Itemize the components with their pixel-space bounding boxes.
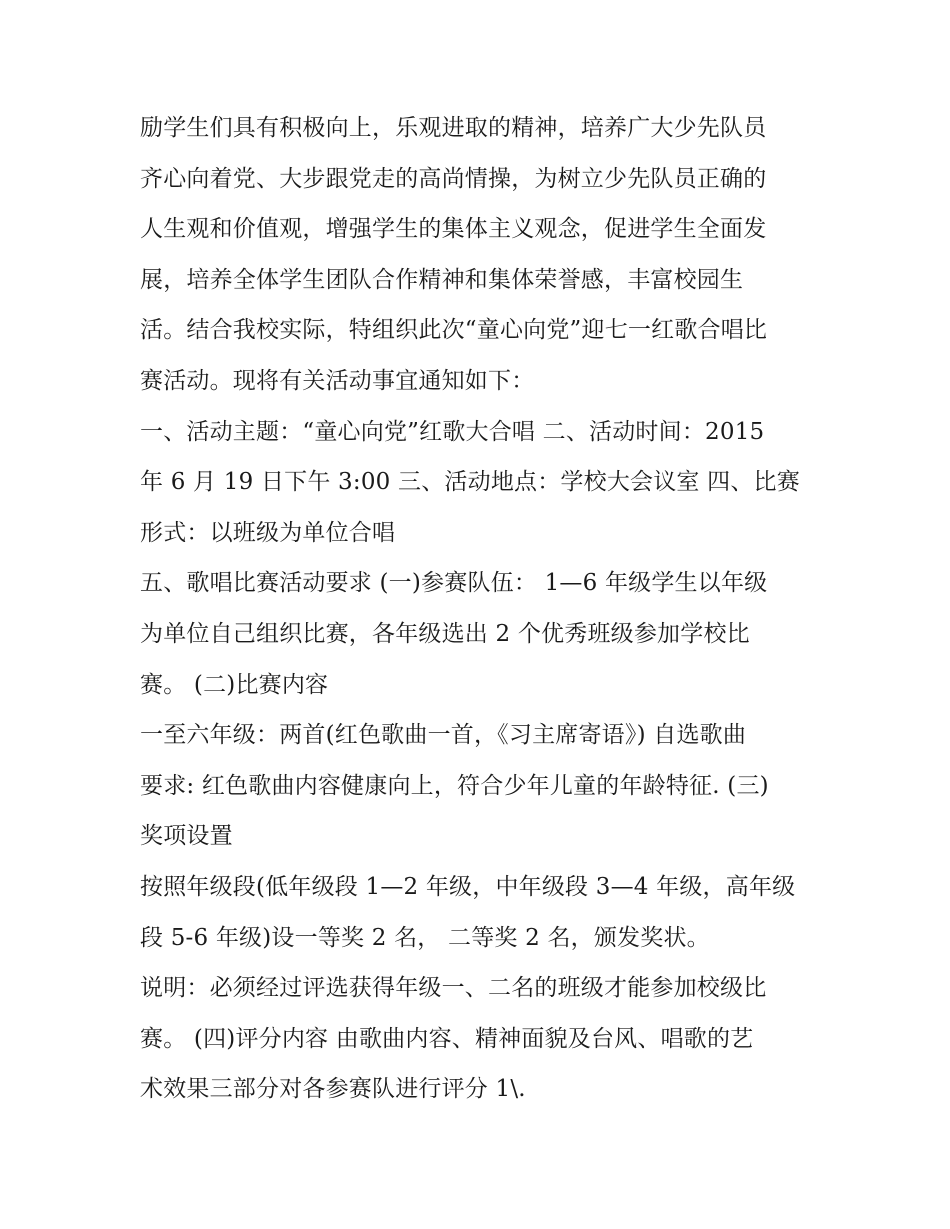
text-line: 人生观和价值观，增强学生的集体主义观念，促进学生全面发 <box>140 216 767 243</box>
text-line: 一、活动主题：“童心向党”红歌大合唱 二、活动时间：2015 <box>140 418 765 445</box>
text-line: 赛。 (二)比赛内容 <box>140 671 329 698</box>
text-line: 术效果三部分对各参赛队进行评分 1\. <box>140 1076 526 1103</box>
text-line: 展，培养全体学生团队合作精神和集体荣誉感，丰富校园生 <box>140 266 744 293</box>
text-line: 活。结合我校实际，特组织此次“童心向党”迎七一红歌合唱比 <box>140 317 768 344</box>
text-line: 赛活动。现将有关活动事宜通知如下： <box>140 367 535 394</box>
text-line: 奖项设置 <box>140 823 233 850</box>
text-line: 励学生们具有积极向上，乐观进取的精神，培养广大少先队员 <box>140 115 767 141</box>
text-line: 说明：必须经过评选获得年级一、二名的班级才能参加校级比 <box>140 975 767 1002</box>
text-line: 要求: 红色歌曲内容健康向上，符合少年儿童的年龄特征. (三) <box>140 772 769 799</box>
text-line: 赛。 (四)评分内容 由歌曲内容、精神面貌及台风、唱歌的艺 <box>140 1025 754 1052</box>
text-line: 一至六年级：两首(红色歌曲一首，《习主席寄语》) 自选歌曲 <box>140 722 747 749</box>
text-line: 为单位自己组织比赛，各年级选出 2 个优秀班级参加学校比 <box>140 620 750 647</box>
text-line: 按照年级段(低年级段 1—2 年级，中年级段 3—4 年级，高年级 <box>140 873 796 900</box>
text-line: 年 6 月 19 日下午 3:00 三、活动地点：学校大会议室 四、比赛 <box>140 469 800 496</box>
text-line: 形式：以班级为单位合唱 <box>140 519 396 546</box>
text-line: 齐心向着党、大步跟党走的高尚情操，为树立少先队员正确的 <box>140 165 767 192</box>
text-line: 五、歌唱比赛活动要求 (一)参赛队伍： 1—6 年级学生以年级 <box>140 570 768 597</box>
document-body <box>140 103 820 1115</box>
text-line: 段 5-6 年级)设一等奖 2 名， 二等奖 2 名，颁发奖状。 <box>140 924 710 951</box>
